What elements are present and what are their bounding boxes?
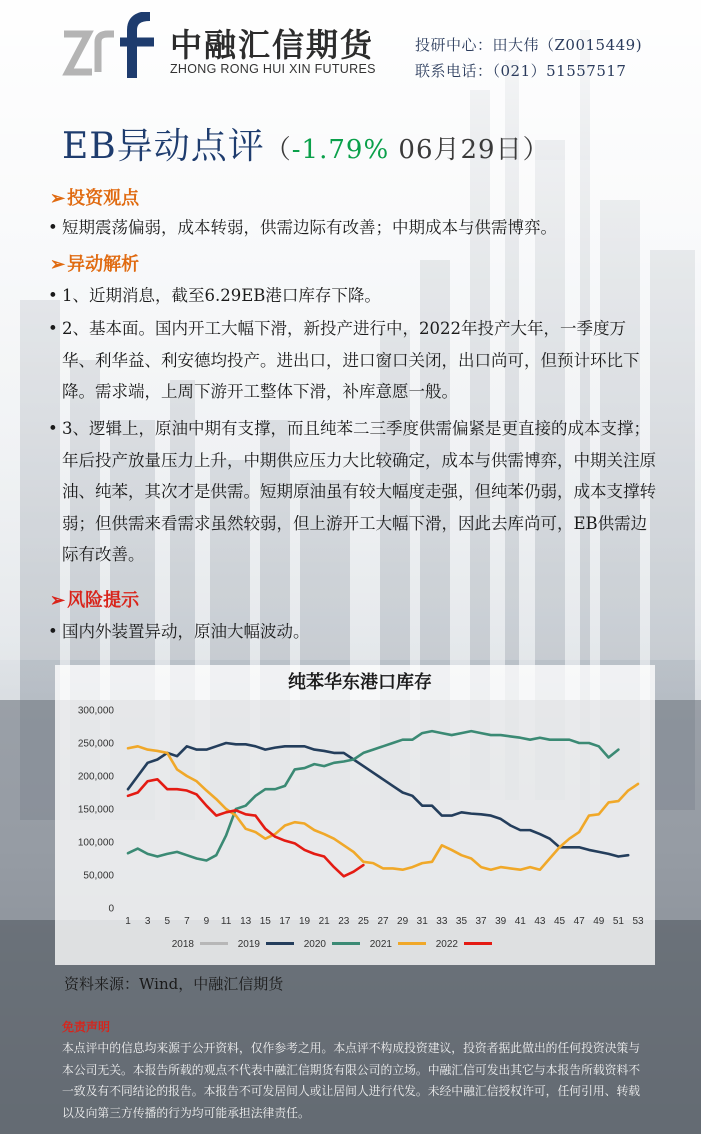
x-tick-label: 29 (397, 916, 409, 927)
y-tick-label: 100,000 (77, 837, 114, 849)
series-line-2019 (128, 743, 628, 857)
y-tick-label: 0 (108, 903, 114, 915)
x-tick-label: 43 (534, 916, 546, 927)
x-tick-label: 1 (125, 916, 131, 927)
x-tick-label: 11 (220, 916, 232, 927)
title-paren: （ (264, 135, 292, 165)
analysis-paragraph-3: • 3、逻辑上，原油中期有支撑，而且纯苯二三季度供需偏紧是更直接的成本支撑；年后投产放量压力上升，中期供应压力大比较确定，成本与供需博弈，中期关注原油、纯苯，其次才是供需。短期原油虽有较大幅度走强，但纯苯仍弱，成本支撑转弱；但供需来看需求虽然较弱，但上游开工大幅下滑，因此去库尚可，EB供需边际有改善。 (48, 413, 658, 571)
x-tick-label: 31 (416, 916, 428, 927)
y-tick-label: 200,000 (77, 771, 114, 783)
y-tick-label: 300,000 (77, 705, 114, 717)
page-title (62, 118, 550, 169)
analysis-paragraph-1: • 1、近期消息，截至6.29EB港口库存下降。 (48, 280, 658, 312)
title-date: 06月29日） (389, 135, 550, 165)
company-logo-icon (62, 12, 157, 82)
research-center-contact: 投研中心：田大伟（Z0015449) (415, 36, 643, 54)
analysis-paragraph-2: • 2、基本面。国内开工大幅下滑，新投产进行中，2022年投产大年，一季度万华、利华益、利安德均投产。进出口，进口窗口关闭，出口尚可，但预计环比下降。需求端，上周下游开工整体下滑，补库意愿一般。 (48, 313, 658, 408)
y-tick-label: 150,000 (77, 804, 114, 816)
disclaimer-heading: 免责声明 (62, 1020, 111, 1034)
x-tick-label: 33 (436, 916, 448, 927)
x-tick-label: 37 (475, 916, 487, 927)
disclaimer-text: 本点评中的信息均来源于公开资料，仅作参考之用。本点评不构成投资建议，投资者据此做出的任何投资决策与本公司无关。本报告所载的观点不代表中融汇信期货有限公司的立场。中融汇信可发出其它与本报告所载资料不一致及有不同结论的报告。本报告不可发居间人或让居间人进行代发。未经中融汇信授权许可，任何引用、转载以及向第三方传播的行为均可能承担法律责任。 (62, 1041, 641, 1120)
legend-label-2021: 2021 (369, 939, 392, 950)
x-tick-label: 41 (514, 916, 526, 927)
x-tick-label: 53 (632, 916, 644, 927)
x-tick-label: 19 (298, 916, 311, 927)
legend-label-2018: 2018 (171, 939, 194, 950)
x-tick-label: 9 (203, 916, 210, 927)
x-tick-label: 17 (279, 916, 291, 927)
y-tick-label: 50,000 (83, 870, 114, 882)
investment-view-heading: ➢ 投资观点 (50, 188, 140, 209)
risk-heading: ➢ 风险提示 (50, 590, 140, 611)
title-main: EB异动点评 (62, 126, 265, 167)
bullet-icon: • (48, 286, 58, 305)
legend-label-2022: 2022 (435, 939, 458, 950)
bullet-icon: • (48, 218, 58, 237)
arrow-bullet-icon: ➢ (50, 590, 66, 611)
chart-svg (60, 660, 660, 960)
inventory-chart (60, 660, 660, 960)
arrow-bullet-icon: ➢ (50, 188, 66, 209)
x-tick-label: 27 (377, 916, 389, 927)
investment-view-paragraph: • 短期震荡偏弱，成本转弱，供需边际有改善；中期成本与供需博弈。 (48, 212, 658, 244)
analysis-heading: ➢ 异动解析 (50, 254, 140, 275)
bullet-icon: • (48, 319, 58, 338)
x-tick-label: 47 (573, 916, 585, 927)
phone-contact: 联系电话：（021）51557517 (415, 62, 627, 80)
bullet-icon: • (48, 622, 58, 641)
header (0, 0, 701, 95)
y-tick-label: 250,000 (77, 738, 114, 750)
x-tick-label: 15 (259, 916, 271, 927)
data-source: 资料来源：Wind，中融汇信期货 (64, 975, 284, 993)
risk-paragraph: • 国内外装置异动，原油大幅波动。 (48, 616, 658, 648)
arrow-bullet-icon: ➢ (50, 254, 66, 275)
bullet-icon: • (48, 419, 58, 438)
legend-label-2020: 2020 (303, 939, 326, 950)
x-tick-label: 25 (357, 916, 369, 927)
company-name-en: ZHONG RONG HUI XIN FUTURES (170, 62, 376, 76)
series-line-2021 (128, 746, 638, 869)
company-name-cn: 中融汇信期货 (170, 27, 375, 63)
x-tick-label: 7 (184, 916, 190, 927)
x-tick-label: 45 (553, 916, 566, 927)
x-tick-label: 35 (455, 916, 468, 927)
legend-label-2019: 2019 (237, 939, 260, 950)
chart-title: 纯苯华东港口库存 (288, 672, 432, 693)
x-tick-label: 3 (144, 916, 151, 927)
price-change-percent: -1.79% (291, 135, 390, 165)
x-tick-label: 21 (318, 916, 330, 927)
x-tick-label: 13 (240, 916, 252, 927)
x-tick-label: 5 (164, 916, 171, 927)
x-tick-label: 49 (593, 916, 605, 927)
x-tick-label: 39 (495, 916, 507, 927)
x-tick-label: 23 (338, 916, 350, 927)
x-tick-label: 51 (612, 916, 624, 927)
